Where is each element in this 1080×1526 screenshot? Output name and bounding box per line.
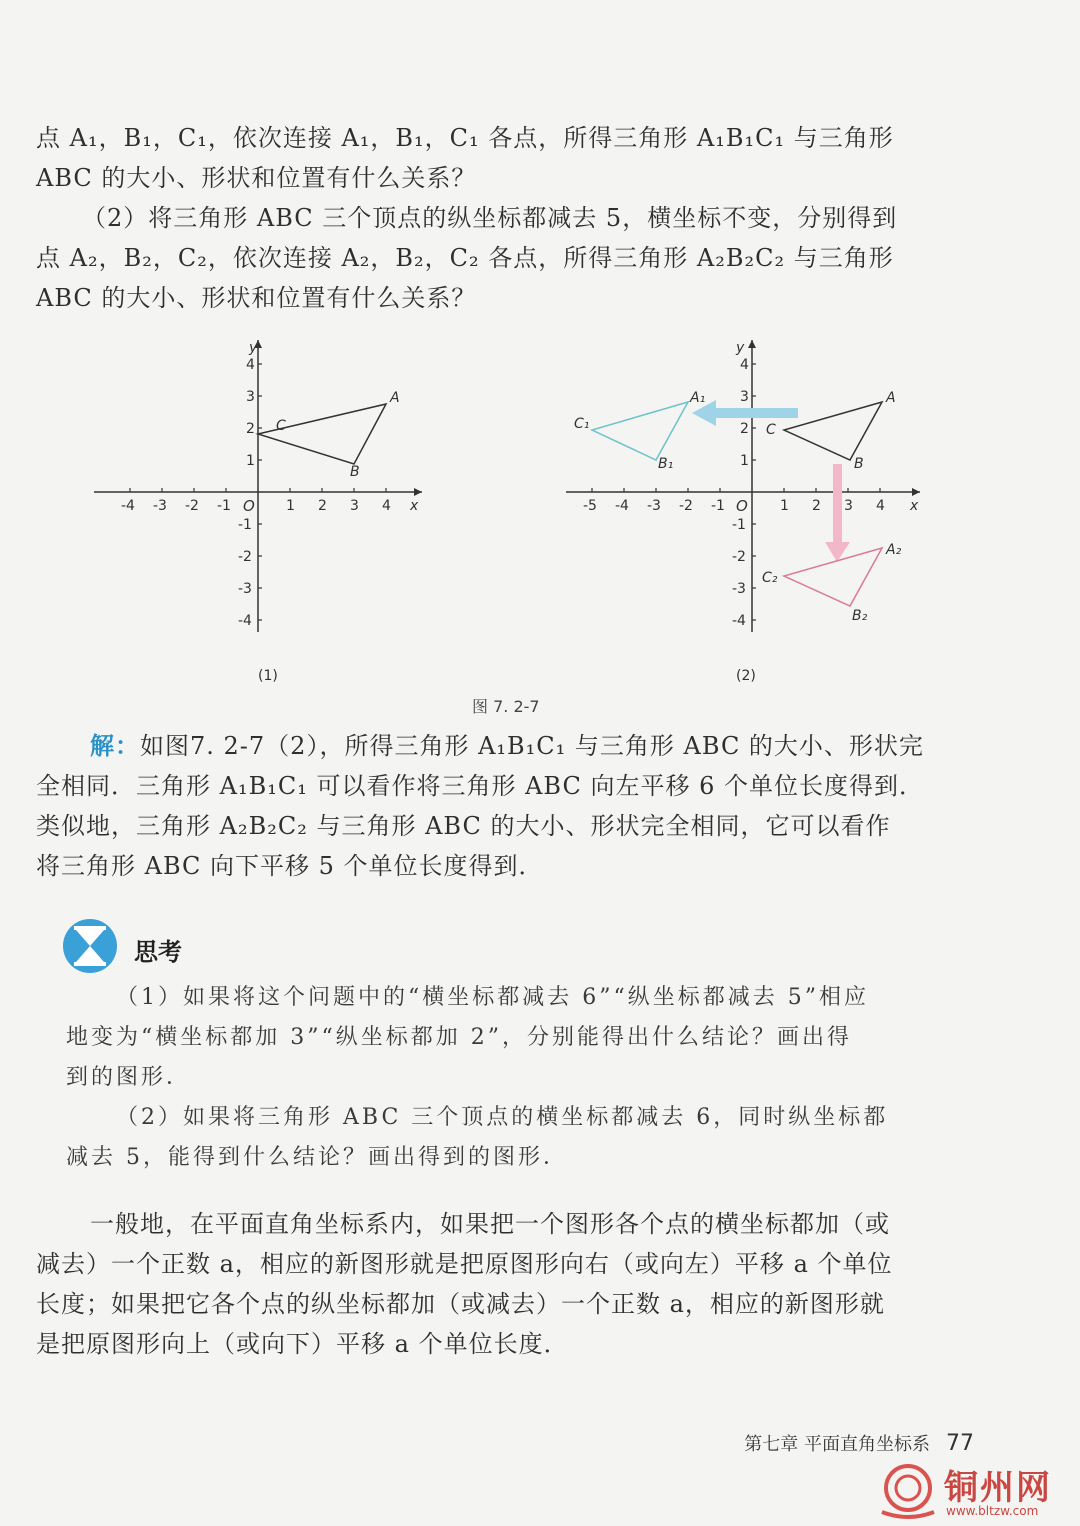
- page-number: 77: [946, 1431, 974, 1456]
- x-axis-label: x: [410, 498, 419, 514]
- x-tick-label: 2: [812, 498, 821, 514]
- think-line-5: 减去 5，能得到什么结论？画出得到的图形．: [66, 1145, 568, 1170]
- x-tick-label: 4: [382, 498, 391, 514]
- y-tick-label: -1: [732, 517, 746, 533]
- y-tick-label: -3: [238, 581, 252, 597]
- question-line-1: 点 A₁，B₁，C₁，依次连接 A₁，B₁，C₁ 各点，所得三角形 A₁B₁C₁ 与三角形: [36, 124, 894, 152]
- general-line-3: 长度；如果把它各个点的纵坐标都加（或减去）一个正数 a，相应的新图形就: [36, 1290, 885, 1318]
- think-title: 思考: [134, 938, 182, 966]
- point-b-label: B: [350, 464, 360, 480]
- point-b2-label: B₂: [852, 608, 868, 624]
- point-b-label: B: [854, 456, 864, 472]
- solution-text-1: 如图7. 2-7（2），所得三角形 A₁B₁C₁ 与三角形 ABC 的大小、形状完: [140, 732, 924, 760]
- solution-line-2: 全相同．三角形 A₁B₁C₁ 可以看作将三角形 ABC 向左平移 6 个单位长度得到．: [36, 772, 925, 800]
- point-c-label: C: [766, 422, 776, 438]
- question-line-4: 点 A₂，B₂，C₂，依次连接 A₂，B₂，C₂ 各点，所得三角形 A₂B₂C₂ 与三角形: [36, 244, 894, 272]
- point-c1-label: C₁: [574, 416, 590, 432]
- x-tick-label: -2: [679, 498, 693, 514]
- figure-1-subcaption: (1): [258, 668, 278, 684]
- hourglass-icon: [62, 918, 122, 974]
- solution-line-1: [90, 726, 924, 766]
- solution-line-4: 将三角形 ABC 向下平移 5 个单位长度得到．: [36, 852, 544, 880]
- think-line-4: （2）如果将三角形 ABC 三个顶点的横坐标都减去 6，同时纵坐标都: [116, 1105, 889, 1130]
- y-tick-label: -4: [732, 613, 746, 629]
- point-a-label: A: [886, 390, 896, 406]
- seal-icon: [876, 1462, 940, 1522]
- general-line-1: 一般地，在平面直角坐标系内，如果把一个图形各个点的横坐标都加（或: [90, 1210, 890, 1238]
- y-tick-label: 2: [246, 421, 255, 437]
- x-tick-label: 1: [780, 498, 789, 514]
- y-tick-label: -2: [732, 549, 746, 565]
- triangle-a1b1c1: [592, 402, 688, 460]
- y-tick-label: 3: [740, 389, 749, 405]
- figure-1-coordinate-plane: [80, 330, 440, 690]
- x-tick-label: -1: [711, 498, 725, 514]
- y-tick-label: 4: [246, 357, 255, 373]
- x-tick-label: 3: [844, 498, 853, 514]
- think-line-2: 地变为“横坐标都加 3”“纵坐标都加 2”，分别能得出什么结论？画出得: [66, 1025, 852, 1050]
- x-tick-label: -2: [185, 498, 199, 514]
- point-a1-label: A₁: [690, 390, 706, 406]
- x-tick-label: 2: [318, 498, 327, 514]
- point-c-label: C: [276, 418, 286, 434]
- general-line-2: 减去）一个正数 a，相应的新图形就是把原图形向右（或向左）平移 a 个单位: [36, 1250, 893, 1278]
- y-tick-label: 1: [740, 453, 749, 469]
- y-tick-label: -3: [732, 581, 746, 597]
- general-line-4: 是把原图形向上（或向下）平移 a 个单位长度．: [36, 1330, 569, 1358]
- x-axis-label: x: [910, 498, 919, 514]
- point-c2-label: C₂: [762, 570, 778, 586]
- y-tick-label: -1: [238, 517, 252, 533]
- watermark: [876, 1462, 1072, 1522]
- triangle-abc: [258, 404, 386, 464]
- y-tick-label: -2: [238, 549, 252, 565]
- question-line-2: ABC 的大小、形状和位置有什么关系？: [36, 164, 477, 192]
- figure-2-subcaption: (2): [736, 668, 756, 684]
- x-tick-label: 3: [350, 498, 359, 514]
- y-axis-label: y: [249, 340, 258, 356]
- figure-2-coordinate-plane: [560, 330, 940, 690]
- y-tick-label: 3: [246, 389, 255, 405]
- point-a-label: A: [390, 390, 400, 406]
- x-tick-label: -5: [583, 498, 597, 514]
- x-tick-label: -4: [121, 498, 135, 514]
- point-a2-label: A₂: [886, 542, 902, 558]
- watermark-name: 铜州网: [944, 1468, 1052, 1508]
- x-tick-label: 4: [876, 498, 885, 514]
- y-tick-label: 2: [740, 421, 749, 437]
- solution-label: 解：: [90, 731, 140, 760]
- question-line-3: （2）将三角形 ABC 三个顶点的纵坐标都减去 5，横坐标不变，分别得到: [82, 204, 898, 232]
- x-tick-label: -1: [217, 498, 231, 514]
- x-tick-label: -3: [153, 498, 167, 514]
- y-tick-label: 1: [246, 453, 255, 469]
- x-tick-label: 1: [286, 498, 295, 514]
- y-tick-label: -4: [238, 613, 252, 629]
- x-tick-label: -4: [615, 498, 629, 514]
- solution-line-3: 类似地，三角形 A₂B₂C₂ 与三角形 ABC 的大小、形状完全相同，它可以看作: [36, 812, 891, 840]
- y-axis-label: y: [736, 340, 745, 356]
- question-line-5: ABC 的大小、形状和位置有什么关系？: [36, 284, 477, 312]
- origin-label: O: [243, 497, 255, 515]
- triangle-a2b2c2: [784, 548, 882, 606]
- watermark-url: www.bltzw.com: [946, 1504, 1039, 1518]
- figure-caption: 图 7. 2-7: [472, 697, 540, 716]
- chapter-title: 第七章 平面直角坐标系: [744, 1434, 930, 1455]
- x-tick-label: -3: [647, 498, 661, 514]
- think-line-1: （1）如果将这个问题中的“横坐标都减去 6”“纵坐标都减去 5”相应: [116, 985, 869, 1010]
- y-tick-label: 4: [740, 357, 749, 373]
- page-footer: [744, 1430, 974, 1456]
- triangle-abc: [784, 402, 882, 460]
- origin-label: O: [736, 497, 748, 515]
- think-line-3: 到的图形．: [66, 1065, 192, 1090]
- point-b1-label: B₁: [658, 456, 674, 472]
